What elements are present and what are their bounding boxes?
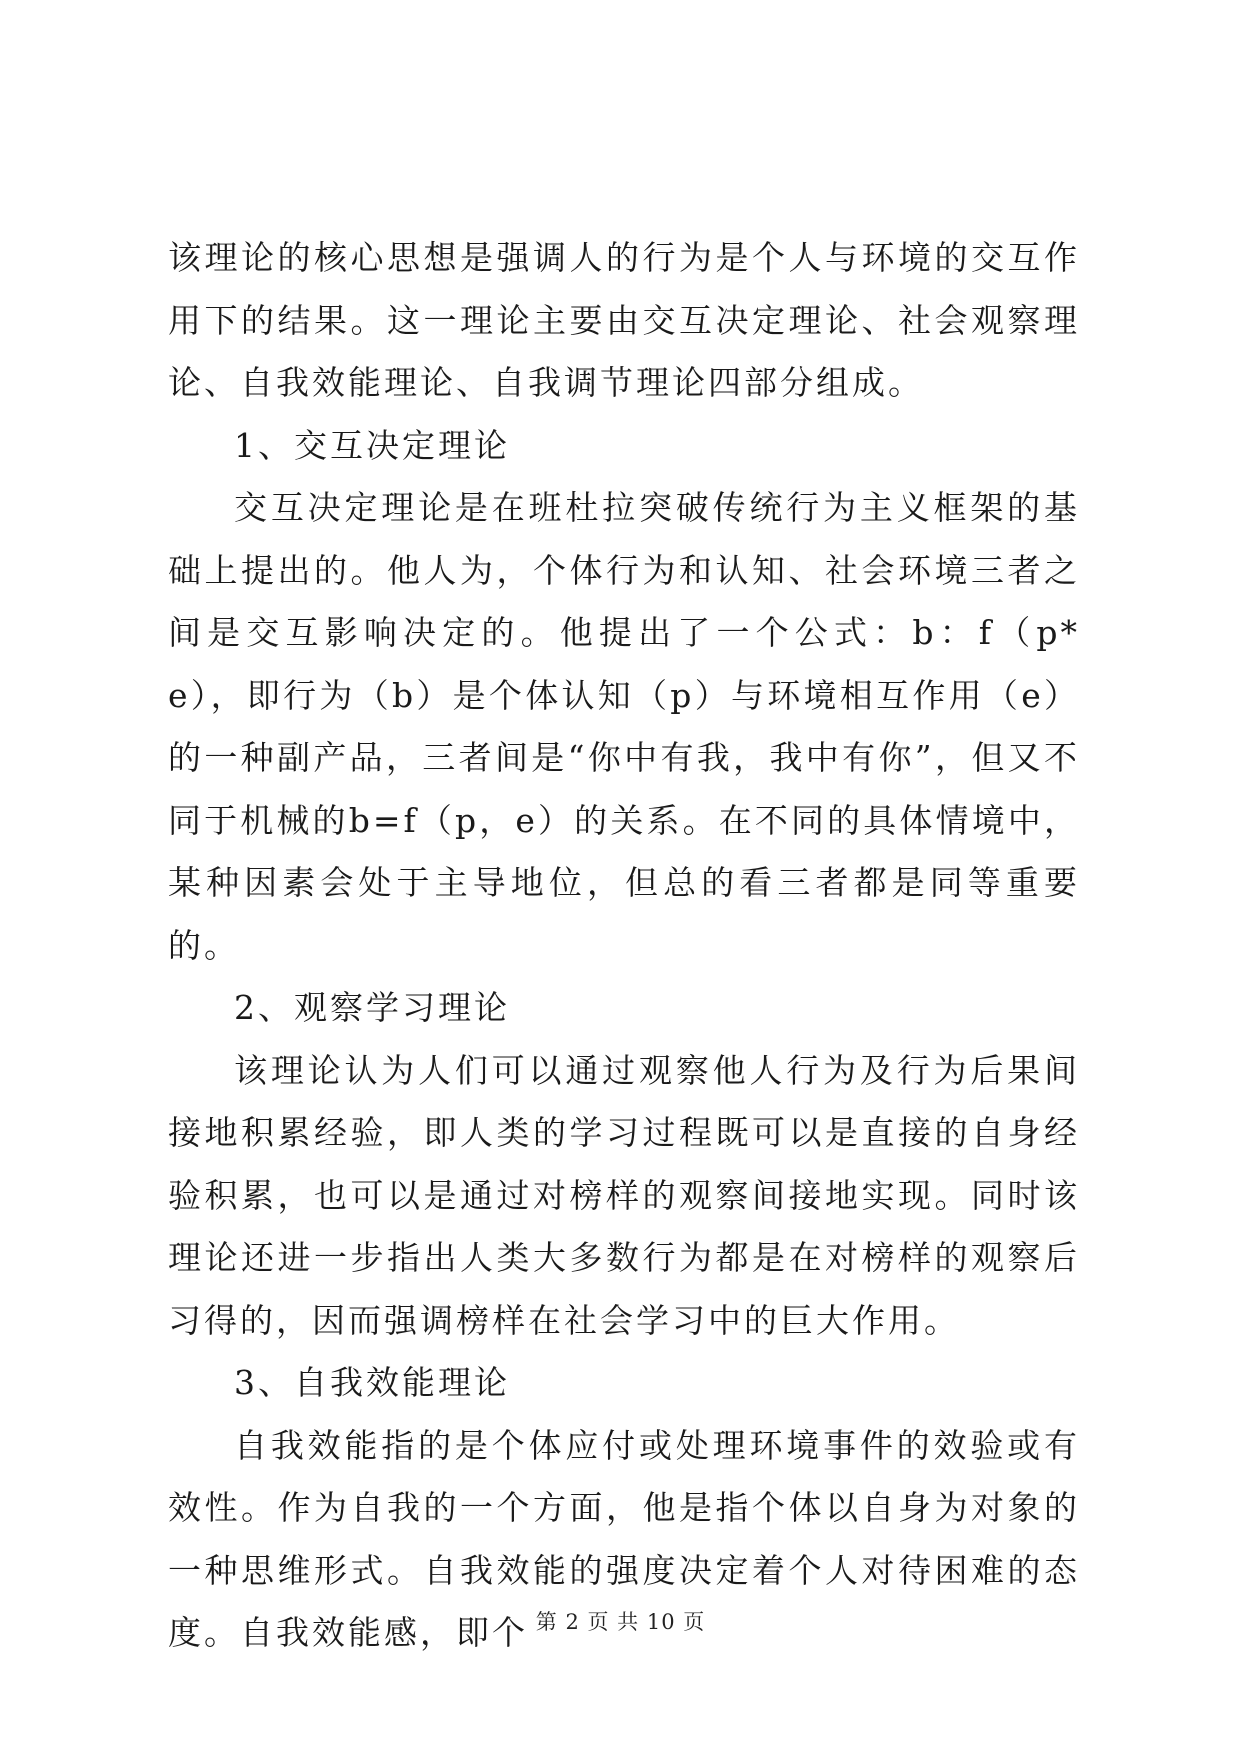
section-heading: 2、观察学习理论 [234,988,510,1027]
body-paragraph: 交互决定理论是在班杜拉突破传统行为主义框架的基础上提出的。他人为，个体行为和认知、社会环境三者之间是交互影响决定的。他提出了一个公式：b：f（p*e），即行为（b）是个体认知（p）与环境相互作用（e）的一种副产品，三者间是“你中有我，我中有你”，但又不同于机械的b=f（p，e）的关系。在不同的具体情境中，某种因素会处于主导地位，但总的看三者都是同等重要的。 [168,488,1080,965]
body-paragraph: 该理论的核心思想是强调人的行为是个人与环境的交互作用下的结果。这一理论主要由交互决定理论、社会观察理论、自我效能理论、自我调节理论四部分组成。 [168,238,1080,402]
document-body [168,227,1080,1665]
page-footer: 第 2 页 共 10 页 [535,1610,706,1634]
section-heading: 1、交互决定理论 [234,425,510,465]
body-paragraph: 自我效能指的是个体应付或处理环境事件的效验或有效性。作为自我的一个方面，他是指个体以自身为对象的一种思维形式。自我效能的强度决定着个人对待困难的态度。自我效能感，即个 [168,1425,1080,1652]
body-paragraph: 该理论认为人们可以通过观察他人行为及行为后果间接地积累经验，即人类的学习过程既可以是直接的自身经验积累，也可以是通过对榜样的观察间接地实现。同时该理论还进一步指出人类大多数行为都是在对榜样的观察后习得的，因而强调榜样在社会学习中的巨大作用。 [168,1050,1080,1340]
section-heading: 3、自我效能理论 [234,1363,510,1402]
